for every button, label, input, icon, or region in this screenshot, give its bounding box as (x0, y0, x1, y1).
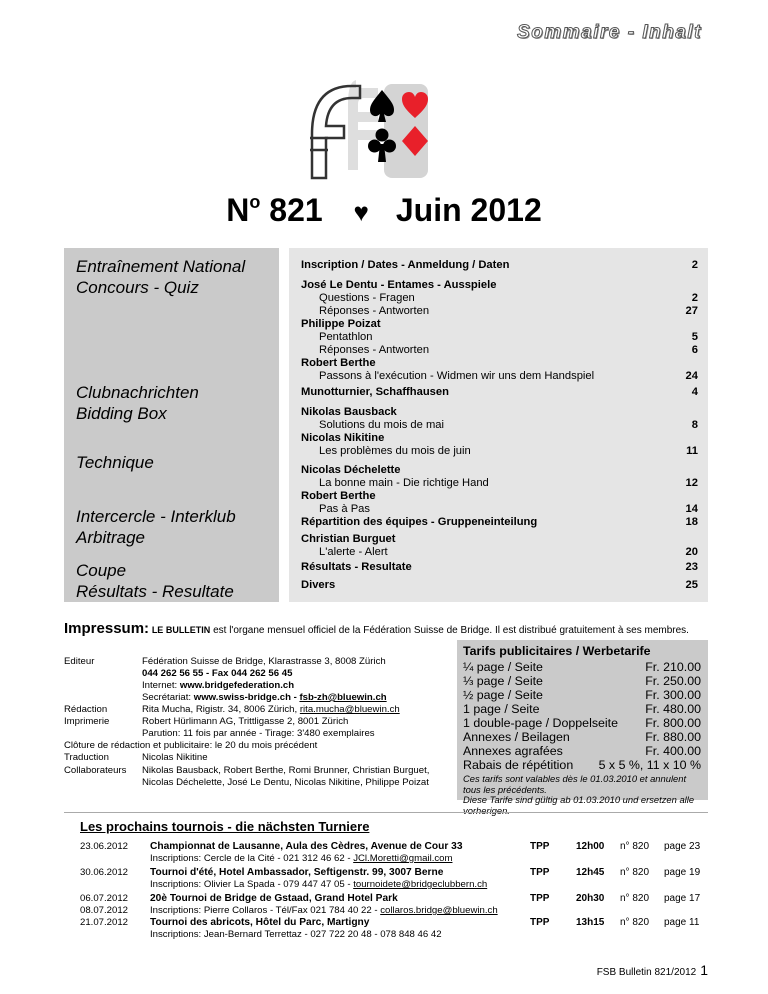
issue-prefix: N (226, 192, 250, 228)
impressum-label: Impressum: (64, 620, 150, 637)
secretariat-email[interactable]: fsb-zh@bluewin.ch (299, 692, 387, 703)
footer-label: FSB Bulletin 821/2012 (596, 967, 697, 978)
internet-line: Internet: www.bridgefederation.ch (142, 680, 295, 691)
tarif-label: Annexes / Beilagen (463, 730, 570, 744)
tournament-time: 12h00 (576, 841, 605, 852)
tournament-date: 23.06.2012 (80, 841, 129, 852)
tarif-label: 1 double-page / Doppelseite (463, 716, 618, 730)
cloture-line: Clôture de rédaction et publicitaire: le 20 du mois précédent (64, 740, 318, 751)
toc-entry: Résultats - Resultate (301, 561, 412, 573)
section-technique: Technique (76, 453, 154, 472)
tournament-issue: n° 820 (620, 893, 650, 904)
tarifs-box (457, 640, 708, 816)
tournament-info: Tournoi d'été, Hotel Ambassador, Seftigenstr. 99, 3007 Berne Inscriptions: Olivier La Spada - 079 447 47 05 - tournoidete@bridgeclubbern.ch (150, 867, 488, 890)
impressum (64, 620, 714, 637)
toc-page: 25 (685, 579, 698, 591)
tarif-price: Fr. 300.00 (645, 688, 701, 702)
logo-s-shape (348, 80, 378, 170)
tournament-page: page 17 (664, 893, 701, 904)
toc-entry: Passons à l'exécution - Widmen wir uns dem Handspiel (319, 370, 595, 382)
toc-entry: Christian Burguet (301, 533, 396, 545)
toc-entry: Philippe Poizat (301, 318, 381, 330)
tournament-issue: n° 820 (620, 841, 650, 852)
tarif-label: ⅓ page / Seite (463, 674, 543, 688)
tarifs-note-de: Diese Tarife sind gültig ab 01.03.2010 und ersetzen alle vorherigen. (463, 794, 695, 816)
tarifs-title: Tarifs publicitaires / Werbetarife (463, 644, 651, 658)
toc-entry: Réponses - Antworten (319, 305, 430, 317)
issue-sup: o (249, 192, 261, 212)
tournament-info: Championnat de Lausanne, Aula des Cèdres, Avenue de Cour 33 Inscriptions: Cercle de la Cité - 021 312 46 62 - JCl.Moretti@gmail.com (150, 841, 463, 864)
tournaments-box (64, 812, 708, 957)
tarif-price: Fr. 480.00 (645, 702, 701, 716)
toc-entry: Solutions du mois de mai (319, 419, 444, 431)
issue-date: Juin 2012 (395, 192, 542, 228)
tarif-label: ¼ page / Seite (463, 660, 543, 674)
traduction-line: Nicolas Nikitine (142, 752, 208, 763)
toc-page: 23 (685, 561, 698, 573)
toc-entry: Questions - Fragen (319, 292, 415, 304)
tarif-price: Fr. 250.00 (645, 674, 701, 688)
tournament-email[interactable]: tournoidete@bridgeclubbern.ch (353, 879, 488, 890)
section-clubnachrichten: Clubnachrichten Bidding Box (76, 383, 199, 423)
tarif-label: Rabais de répétition (463, 758, 574, 772)
tournament-issue: n° 820 (620, 917, 650, 928)
page-header-title: Sommaire - Inhalt (517, 22, 702, 43)
tournament-date: 06.07.2012 08.07.2012 (80, 893, 129, 916)
toc-entry: Nicolas Nikitine (301, 432, 385, 444)
tarif-label: 1 page / Seite (463, 702, 540, 716)
toc-entry: Les problèmes du mois de juin (319, 445, 471, 457)
tournament-email[interactable]: collaros.bridge@bluewin.ch (380, 905, 498, 916)
toc-page: 12 (685, 477, 698, 489)
tournament-time: 13h15 (576, 917, 605, 928)
toc-page: 18 (685, 516, 698, 528)
toc-entry: Pas à Pas (319, 503, 370, 515)
issue-heart-icon: ♥ (353, 197, 369, 227)
secretariat-link[interactable]: www.swiss-bridge.ch (193, 692, 291, 703)
toc-entry: Inscription / Dates - Anmeldung / Daten (301, 259, 510, 271)
parution-line: Parution: 11 fois par année - Tirage: 3'480 exemplaires (142, 728, 375, 739)
tarif-price: Fr. 880.00 (645, 730, 701, 744)
internet-link[interactable]: www.bridgefederation.ch (179, 680, 295, 691)
toc-page: 24 (685, 370, 698, 382)
section-coupe: Coupe Résultats - Resultate (76, 561, 234, 601)
impressum-intro: est l'organe mensuel officiel de la Fédération Suisse de Bridge. Il est distribué gratuitement à ses membres. (210, 625, 689, 636)
toc-entry: La bonne main - Die richtige Hand (319, 477, 489, 489)
toc-page: 11 (686, 445, 698, 457)
tournament-issue: n° 820 (620, 867, 650, 878)
tarif-label: ½ page / Seite (463, 688, 543, 702)
tournament-page: page 19 (664, 867, 701, 878)
tarif-price: Fr. 400.00 (645, 744, 701, 758)
toc-entry: Divers (301, 579, 336, 591)
tournament-name: Tournoi d'été, Hotel Ambassador, Seftigenstr. 99, 3007 Berne (150, 867, 444, 878)
tournament-time: 12h45 (576, 867, 605, 878)
tarifs-note-fr: Ces tarifs sont valables dès le 01.03.2010 et annulent tous les précédents. (463, 773, 687, 795)
tarif-price: 5 x 5 %, 11 x 10 % (598, 758, 701, 772)
section-column (64, 248, 279, 602)
tournament-info: 20è Tournoi de Bridge de Gstaad, Grand Hotel Park Inscriptions: Pierre Collaros - Tél/Fax 021 784 40 22 - collaros.bridge@bluewin.ch (150, 893, 498, 916)
tournament-date: 21.07.2012 (80, 917, 129, 928)
tarif-label: Annexes agrafées (463, 744, 563, 758)
toc-entry: Réponses - Antworten (319, 344, 430, 356)
page-number: 1 (700, 962, 708, 978)
tournament-page: page 11 (664, 917, 700, 928)
collab-label: Collaborateurs (64, 765, 127, 776)
redaction-line: Rita Mucha, Rigistr. 34, 8006 Zürich, rita.mucha@bluewin.ch (142, 704, 400, 715)
toc-entry: Pentathlon (319, 331, 373, 343)
toc-column (289, 248, 708, 602)
toc-page: 8 (691, 419, 698, 431)
toc-page: 14 (685, 503, 698, 515)
editeur-phone: 044 262 56 55 - Fax 044 262 56 45 (142, 668, 293, 679)
tournament-name: Championnat de Lausanne, Aula des Cèdres, Avenue de Cour 33 (150, 841, 463, 852)
toc-entry: Répartition des équipes - Gruppeneinteilung (301, 516, 538, 528)
tournament-info: Tournoi des abricots, Hôtel du Parc, Martigny Inscriptions: Jean-Bernard Terrettaz - 027 722 20 48 - 078 848 46 42 (150, 917, 442, 940)
editeur-label: Editeur (64, 656, 95, 667)
tarif-price: Fr. 800.00 (645, 716, 701, 730)
toc-page: 6 (691, 344, 698, 356)
tournament-tpp: TPP (530, 841, 550, 852)
tournament-name: 20è Tournoi de Bridge de Gstaad, Grand Hotel Park (150, 893, 398, 904)
tournament-date: 30.06.2012 (80, 867, 129, 878)
tournament-email[interactable]: JCl.Moretti@gmail.com (353, 853, 453, 864)
toc-page: 4 (691, 386, 698, 398)
redaction-label: Rédaction (64, 704, 108, 715)
imprimerie-label: Imprimerie (64, 716, 110, 727)
tournament-tpp: TPP (530, 917, 550, 928)
toc-page: 2 (691, 292, 698, 304)
tournament-time: 20h30 (576, 893, 605, 904)
page-footer (597, 962, 708, 978)
traduction-label: Traduction (64, 752, 109, 763)
toc-page: 5 (691, 331, 698, 343)
section-intercercle: Intercercle - Interklub Arbitrage (76, 507, 236, 547)
toc-entry: José Le Dentu - Entames - Ausspiele (301, 279, 497, 291)
toc-entry: L'alerte - Alert (319, 546, 388, 558)
issue-number: 821 (269, 192, 323, 228)
tournament-name: Tournoi des abricots, Hôtel du Parc, Martigny (150, 917, 370, 928)
toc-entry: Robert Berthe (301, 357, 376, 369)
collab-line-2: Nicolas Déchelette, José Le Dentu, Nicolas Nikitine, Philippe Poizat (142, 777, 429, 788)
secretariat-line: Secrétariat: www.swiss-bridge.ch - fsb-zh@bluewin.ch (142, 692, 387, 703)
toc-entry: Munotturnier, Schaffhausen (301, 386, 449, 398)
redaction-email[interactable]: rita.mucha@bluewin.ch (299, 704, 400, 715)
tarif-price: Fr. 210.00 (645, 660, 701, 674)
collab-line-1: Nikolas Bausback, Robert Berthe, Romi Brunner, Christian Burguet, (142, 765, 430, 776)
tournaments-title: Les prochains tournois - die nächsten Turniere (80, 819, 370, 834)
tournament-page: page 23 (664, 841, 701, 852)
fsb-logo (308, 80, 436, 182)
issue-title (0, 192, 768, 229)
tournament-tpp: TPP (530, 893, 550, 904)
toc-page: 27 (685, 305, 698, 317)
toc-entry: Nicolas Déchelette (301, 464, 401, 476)
imprimerie-line: Robert Hürlimann AG, Trittligasse 2, 8001 Zürich (142, 716, 349, 727)
editeur-address: Fédération Suisse de Bridge, Klarastrasse 3, 8008 Zürich (142, 656, 386, 667)
toc-entry: Nikolas Bausback (301, 406, 397, 418)
tournament-tpp: TPP (530, 867, 550, 878)
toc-entry: Robert Berthe (301, 490, 376, 502)
section-entrainement: Entraînement National Concours - Quiz (76, 257, 246, 297)
toc-page: 20 (685, 546, 698, 558)
impressum-bulletin: LE BULLETIN (151, 625, 211, 635)
toc-page: 2 (691, 259, 698, 271)
